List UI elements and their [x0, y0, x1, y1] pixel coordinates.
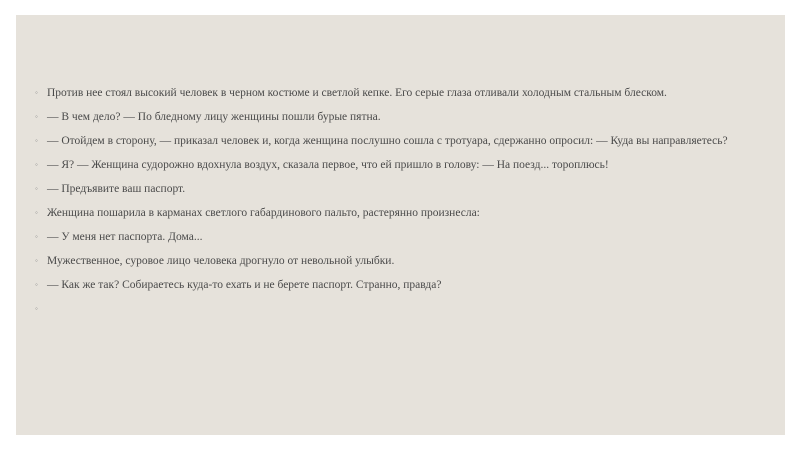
list-item: [35, 109, 735, 125]
list-item: [35, 157, 735, 173]
paragraph-text: — У меня нет паспорта. Дома...: [47, 231, 203, 243]
bullet-marker-icon: ◦: [35, 208, 38, 217]
slide-canvas: [16, 15, 785, 435]
list-item: [35, 277, 735, 293]
bullet-marker-icon: ◦: [35, 112, 38, 121]
bullet-list: [35, 85, 735, 325]
list-item: [35, 229, 735, 245]
paragraph-text: — Отойдем в сторону, — приказал человек и, когда женщина послушно сошла с тротуара, сдержанно опросил: — Куда вы направляетесь?: [47, 135, 728, 147]
list-item: [35, 181, 735, 197]
paragraph-text: — Я? — Женщина судорожно вдохнула воздух, сказала первое, что ей пришло в голову: — На поезд... тороплюсь!: [47, 159, 609, 171]
paragraph-text: — В чем дело? — По бледному лицу женщины пошли бурые пятна.: [47, 111, 381, 123]
paragraph-text: Против нее стоял высокий человек в черном костюме и светлой кепке. Его серые глаза отливали холодным стальным блеском.: [47, 87, 667, 99]
bullet-marker-icon: ◦: [35, 136, 38, 145]
paragraph-text: Мужественное, суровое лицо человека дрогнуло от невольной улыбки.: [47, 255, 395, 267]
bullet-marker-icon: ◦: [35, 280, 38, 289]
paragraph-text: Женщина пошарила в карманах светлого габардинового пальто, растерянно произнесла:: [47, 207, 480, 219]
bullet-marker-icon: ◦: [35, 160, 38, 169]
bullet-marker-icon: ◦: [35, 232, 38, 241]
list-item: [35, 205, 735, 221]
list-item: [35, 253, 735, 269]
bullet-marker-icon: ◦: [35, 88, 38, 97]
bullet-marker-icon: ◦: [35, 256, 38, 265]
paragraph-text: — Как же так? Собираетесь куда-то ехать и не берете паспорт. Странно, правда?: [47, 279, 442, 291]
empty-list-item: [35, 301, 735, 317]
bullet-marker-icon: ◦: [35, 184, 38, 193]
list-item: [35, 85, 735, 101]
bullet-marker-icon: ◦: [35, 304, 38, 313]
paragraph-text: — Предъявите ваш паспорт.: [47, 183, 186, 195]
list-item: [35, 133, 735, 149]
